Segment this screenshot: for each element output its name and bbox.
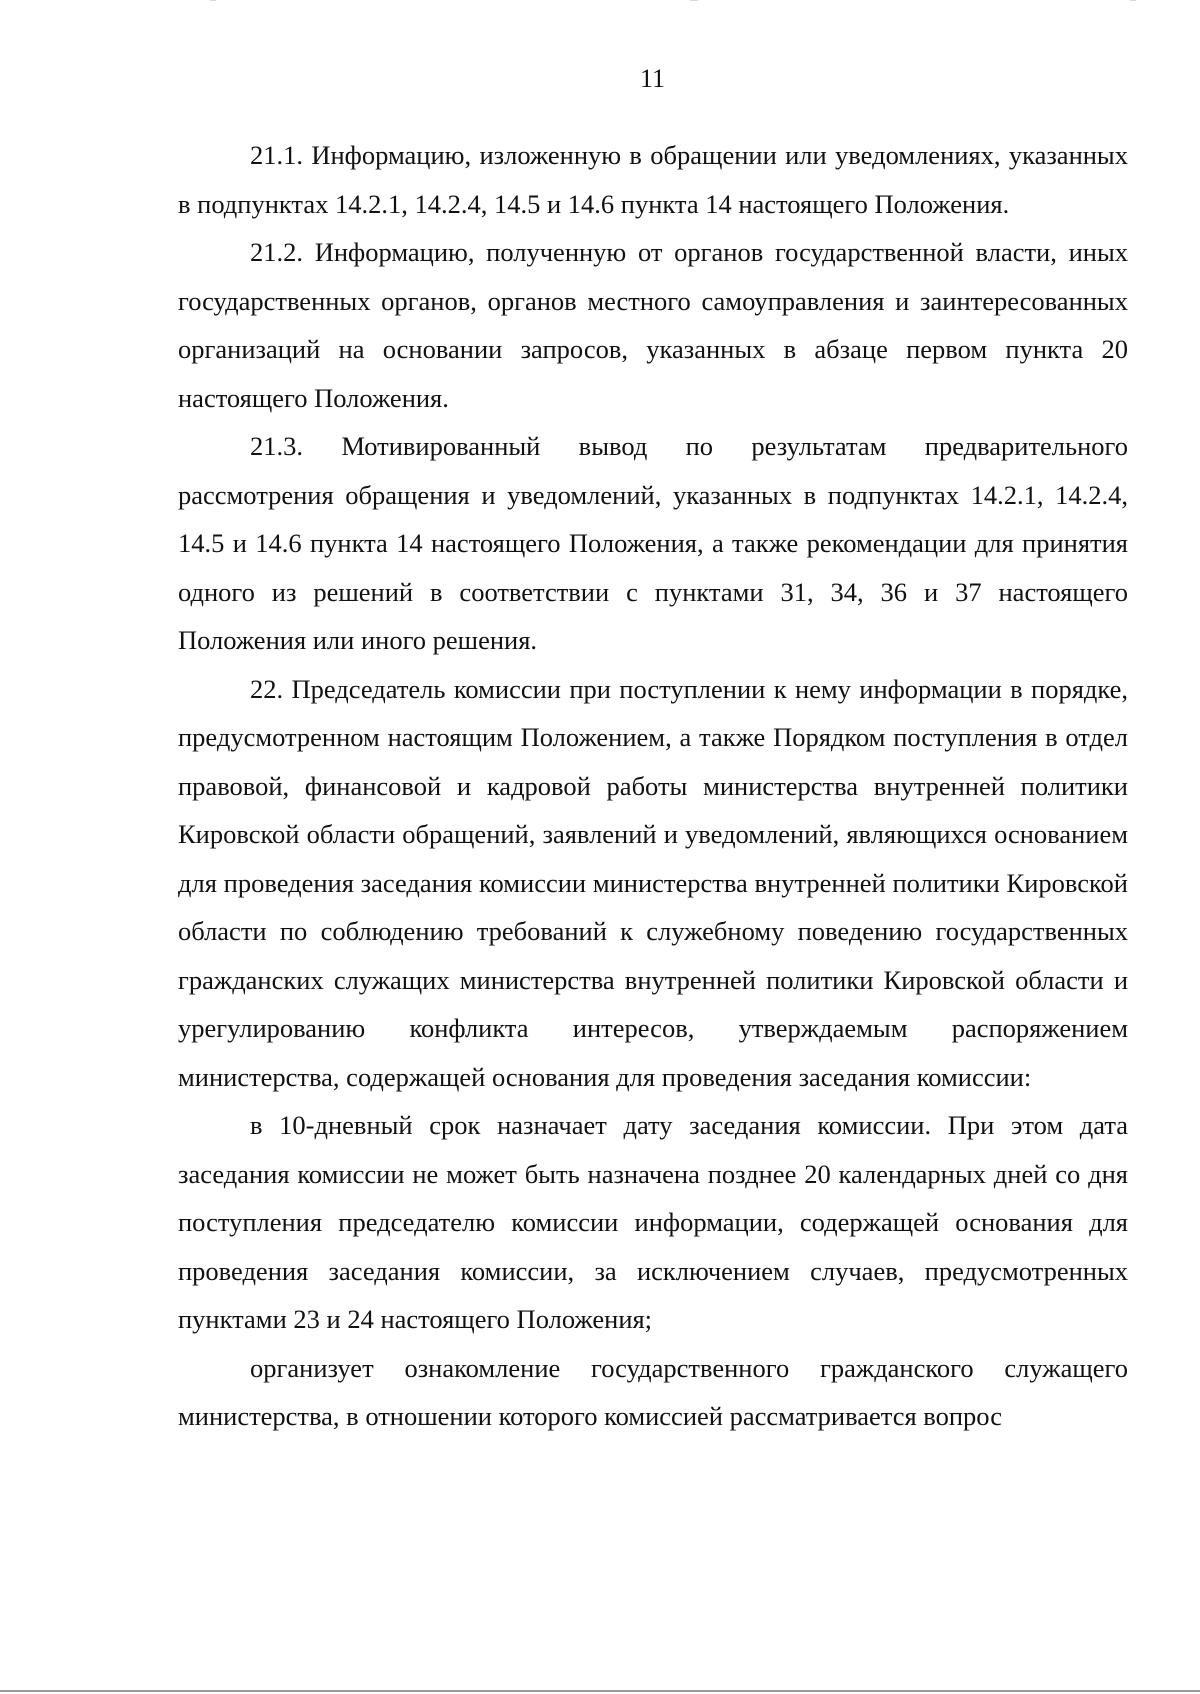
paragraph-21-3: 21.3. Мотивированный вывод по результатам предварительного рассмотрения обращения и уведомлений, указанных в подпунктах 14.2.1, 14.2.4, 14.5 и 14.6 пункта 14 настоящего Положения, а также рекомендации для принятия одного из решений в соответствии с пунктами 31, 34, 36 и 37 настоящего Положения или иного решения. <box>178 431 1128 655</box>
page-bottom-edge <box>0 1690 1200 1692</box>
scan-artifact <box>1130 0 1136 1</box>
scan-artifact <box>210 0 216 1</box>
paragraph-22: 22. Председатель комиссии при поступлении к нему информации в порядке, предусмотренном настоящим Положением, а также Порядком поступления в отдел правовой, финансовой и кадровой работы министерства внутренней политики Кировской области обращений, заявлений и уведомлений, являющихся основанием для проведения заседания комиссии министерства внутренней политики Кировской области по соблюдению требований к служебному поведению государственных гражданских служащих министерства внутренней политики Кировской области и урегулированию конфликта интересов, утверждаемым распоряжением министерства, содержащей основания для проведения заседания комиссии: <box>178 673 1128 1092</box>
paragraph-21-2: 21.2. Информацию, полученную от органов государственной власти, иных государственных органов, органов местного самоуправления и заинтересованных организаций на основании запросов, указанных в абзаце первом пункта 20 настоящего Положения. <box>178 237 1128 413</box>
document-body <box>178 131 1128 1441</box>
paragraph-22-item-1: в 10-дневный срок назначает дату заседания комиссии. При этом дата заседания комиссии не может быть назначена позднее 20 календарных дней со дня поступления председателю комиссии информации, содержащей основания для проведения заседания комиссии, за исключением случаев, предусмотренных пунктами 23 и 24 настоящего Положения; <box>178 1110 1128 1334</box>
paragraph-21-1: 21.1. Информацию, изложенную в обращении или уведомлениях, указанных в подпунктах 14.2.1, 14.2.4, 14.5 и 14.6 пункта 14 настоящего Положения. <box>178 140 1128 219</box>
scan-artifact <box>690 0 698 1</box>
page-number: 11 <box>639 64 666 93</box>
paragraph-22-item-2: организует ознакомление государственного гражданского служащего министерства, в отношении которого комиссией рассматривается вопрос <box>178 1352 1128 1431</box>
